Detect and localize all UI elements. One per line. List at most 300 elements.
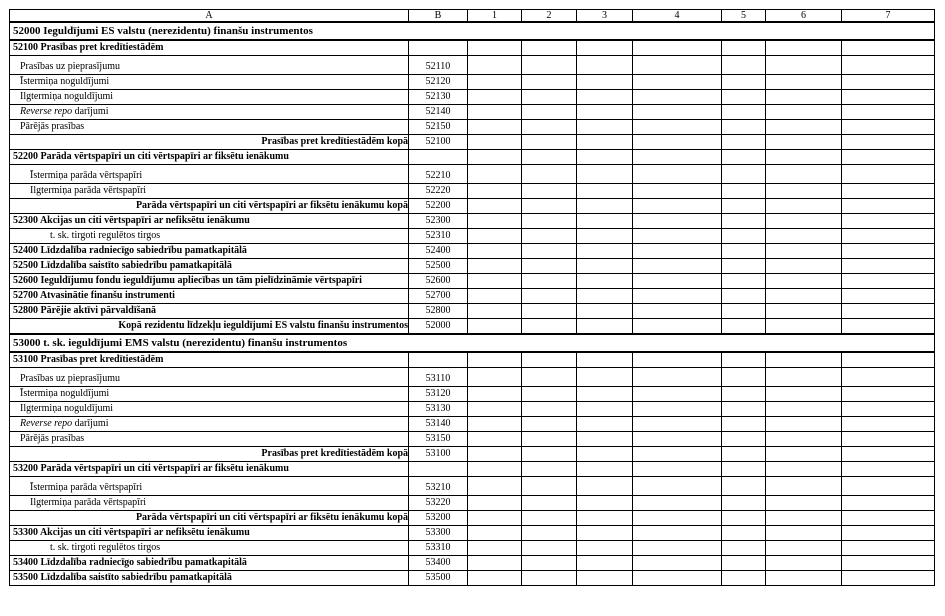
row-label: 53300 Akcijas un citi vērtspapīri ar nefiksētu ienākumu [10,526,409,541]
value-cell-col-3[interactable] [577,462,633,477]
value-cell-col-2[interactable] [522,462,577,477]
value-cell-col-3[interactable] [577,496,633,511]
row-code: 52130 [409,90,468,105]
value-cell-col-7[interactable] [842,289,935,304]
value-cell-col-1[interactable] [468,541,522,556]
value-cell-col-7[interactable] [842,120,935,135]
value-cell-col-3[interactable] [577,56,633,75]
value-cell-col-4[interactable] [633,75,722,90]
value-cell-col-7[interactable] [842,319,935,335]
row-label: Prasības uz pieprasījumu [10,56,409,75]
value-cell-col-1[interactable] [468,259,522,274]
value-cell-col-5[interactable] [722,199,766,214]
value-cell-col-1[interactable] [468,56,522,75]
table-row [10,402,935,417]
table-row [10,477,935,496]
value-cell-col-7[interactable] [842,417,935,432]
value-cell-col-4[interactable] [633,447,722,462]
value-cell-col-7[interactable] [842,184,935,199]
row-code: 52220 [409,184,468,199]
value-cell-col-3[interactable] [577,368,633,387]
row-code: 53120 [409,387,468,402]
value-cell-col-3[interactable] [577,304,633,319]
value-cell-col-4[interactable] [633,150,722,165]
row-label: Prasības pret kredītiestādēm kopā [10,135,409,150]
value-cell-col-3[interactable] [577,477,633,496]
value-cell-col-1[interactable] [468,417,522,432]
value-cell-col-1[interactable] [468,135,522,150]
value-cell-col-6[interactable] [766,120,842,135]
value-cell-col-4[interactable] [633,477,722,496]
value-cell-col-2[interactable] [522,274,577,289]
column-header-5: 5 [722,10,766,23]
value-cell-col-6[interactable] [766,571,842,586]
value-cell-col-1[interactable] [468,120,522,135]
row-code: 52800 [409,304,468,319]
value-cell-col-3[interactable] [577,229,633,244]
value-cell-col-6[interactable] [766,432,842,447]
row-code: 53300 [409,526,468,541]
value-cell-col-1[interactable] [468,304,522,319]
value-cell-col-6[interactable] [766,511,842,526]
row-label: 52500 Līdzdalība saistīto sabiedrību pamatkapitālā [10,259,409,274]
value-cell-col-2[interactable] [522,319,577,335]
row-code: 53130 [409,402,468,417]
section-title: 53000 t. sk. ieguldījumi EMS valstu (nerezidentu) finanšu instrumentos [10,334,935,352]
value-cell-col-7[interactable] [842,541,935,556]
value-cell-col-2[interactable] [522,229,577,244]
value-cell-col-1[interactable] [468,40,522,56]
value-cell-col-5[interactable] [722,496,766,511]
value-cell-col-7[interactable] [842,304,935,319]
value-cell-col-3[interactable] [577,447,633,462]
row-label: 53500 Līdzdalība saistīto sabiedrību pamatkapitālā [10,571,409,586]
value-cell-col-7[interactable] [842,135,935,150]
table-row [10,571,935,586]
table-row [10,259,935,274]
value-cell-col-5[interactable] [722,304,766,319]
row-code: 53500 [409,571,468,586]
value-cell-col-6[interactable] [766,259,842,274]
value-cell-col-5[interactable] [722,289,766,304]
value-cell-col-7[interactable] [842,496,935,511]
value-cell-col-1[interactable] [468,462,522,477]
value-cell-col-2[interactable] [522,447,577,462]
value-cell-col-6[interactable] [766,56,842,75]
value-cell-col-3[interactable] [577,105,633,120]
value-cell-col-2[interactable] [522,289,577,304]
value-cell-col-5[interactable] [722,274,766,289]
value-cell-col-2[interactable] [522,496,577,511]
value-cell-col-2[interactable] [522,214,577,229]
row-label [10,105,409,120]
value-cell-col-4[interactable] [633,90,722,105]
value-cell-col-5[interactable] [722,105,766,120]
value-cell-col-6[interactable] [766,105,842,120]
value-cell-col-6[interactable] [766,150,842,165]
value-cell-col-2[interactable] [522,75,577,90]
value-cell-col-4[interactable] [633,319,722,335]
value-cell-col-7[interactable] [842,368,935,387]
value-cell-col-7[interactable] [842,214,935,229]
value-cell-col-2[interactable] [522,511,577,526]
value-cell-col-5[interactable] [722,447,766,462]
value-cell-col-1[interactable] [468,214,522,229]
value-cell-col-4[interactable] [633,289,722,304]
row-label: Īstermiņa noguldījumi [10,387,409,402]
value-cell-col-4[interactable] [633,387,722,402]
value-cell-col-4[interactable] [633,526,722,541]
value-cell-col-5[interactable] [722,120,766,135]
value-cell-col-7[interactable] [842,56,935,75]
value-cell-col-1[interactable] [468,199,522,214]
row-label-italic: Reverse repo [20,106,73,117]
row-label [10,417,409,432]
value-cell-col-2[interactable] [522,259,577,274]
value-cell-col-4[interactable] [633,571,722,586]
value-cell-col-7[interactable] [842,556,935,571]
value-cell-col-6[interactable] [766,417,842,432]
value-cell-col-7[interactable] [842,526,935,541]
value-cell-col-5[interactable] [722,352,766,368]
value-cell-col-1[interactable] [468,75,522,90]
value-cell-col-5[interactable] [722,477,766,496]
value-cell-col-4[interactable] [633,274,722,289]
value-cell-col-7[interactable] [842,432,935,447]
value-cell-col-3[interactable] [577,199,633,214]
value-cell-col-7[interactable] [842,244,935,259]
table-row [10,120,935,135]
value-cell-col-1[interactable] [468,387,522,402]
value-cell-col-4[interactable] [633,259,722,274]
value-cell-col-6[interactable] [766,496,842,511]
value-cell-col-7[interactable] [842,447,935,462]
value-cell-col-1[interactable] [468,274,522,289]
value-cell-col-2[interactable] [522,56,577,75]
table-row [10,352,935,368]
table-row [10,556,935,571]
value-cell-col-1[interactable] [468,447,522,462]
value-cell-col-2[interactable] [522,402,577,417]
value-cell-col-5[interactable] [722,150,766,165]
column-header-7: 7 [842,10,935,23]
value-cell-col-2[interactable] [522,387,577,402]
value-cell-col-6[interactable] [766,135,842,150]
value-cell-col-6[interactable] [766,462,842,477]
value-cell-col-5[interactable] [722,56,766,75]
value-cell-col-4[interactable] [633,417,722,432]
column-header-1: 1 [468,10,522,23]
value-cell-col-2[interactable] [522,165,577,184]
value-cell-col-1[interactable] [468,402,522,417]
table-row [10,105,935,120]
value-cell-col-3[interactable] [577,352,633,368]
value-cell-col-1[interactable] [468,477,522,496]
value-cell-col-6[interactable] [766,289,842,304]
value-cell-col-6[interactable] [766,352,842,368]
value-cell-col-7[interactable] [842,274,935,289]
value-cell-col-3[interactable] [577,511,633,526]
value-cell-col-2[interactable] [522,90,577,105]
value-cell-col-1[interactable] [468,229,522,244]
row-label: Ilgtermiņa noguldījumi [10,402,409,417]
value-cell-col-1[interactable] [468,368,522,387]
column-header-b: B [409,10,468,23]
value-cell-col-1[interactable] [468,105,522,120]
row-label: Ilgtermiņa parāda vērtspapīri [10,496,409,511]
value-cell-col-3[interactable] [577,75,633,90]
row-code: 52140 [409,105,468,120]
value-cell-col-7[interactable] [842,105,935,120]
row-code: 53220 [409,496,468,511]
value-cell-col-5[interactable] [722,462,766,477]
value-cell-col-2[interactable] [522,526,577,541]
value-cell-col-4[interactable] [633,214,722,229]
value-cell-col-4[interactable] [633,40,722,56]
value-cell-col-4[interactable] [633,229,722,244]
column-header-6: 6 [766,10,842,23]
value-cell-col-5[interactable] [722,244,766,259]
value-cell-col-7[interactable] [842,402,935,417]
value-cell-col-2[interactable] [522,304,577,319]
value-cell-col-7[interactable] [842,40,935,56]
value-cell-col-4[interactable] [633,462,722,477]
table-row [10,304,935,319]
value-cell-col-1[interactable] [468,556,522,571]
value-cell-col-5[interactable] [722,556,766,571]
value-cell-col-2[interactable] [522,541,577,556]
row-code: 52210 [409,165,468,184]
value-cell-col-5[interactable] [722,387,766,402]
value-cell-col-1[interactable] [468,244,522,259]
row-label: Parāda vērtspapīri un citi vērtspapīri ar fiksētu ienākumu kopā [10,199,409,214]
value-cell-col-3[interactable] [577,214,633,229]
value-cell-col-7[interactable] [842,199,935,214]
value-cell-col-6[interactable] [766,199,842,214]
value-cell-col-1[interactable] [468,165,522,184]
value-cell-col-2[interactable] [522,244,577,259]
value-cell-col-4[interactable] [633,105,722,120]
value-cell-col-6[interactable] [766,477,842,496]
column-header-4: 4 [633,10,722,23]
value-cell-col-4[interactable] [633,120,722,135]
value-cell-col-1[interactable] [468,511,522,526]
value-cell-col-5[interactable] [722,135,766,150]
value-cell-col-2[interactable] [522,556,577,571]
value-cell-col-2[interactable] [522,199,577,214]
value-cell-col-7[interactable] [842,571,935,586]
value-cell-col-2[interactable] [522,571,577,586]
value-cell-col-5[interactable] [722,229,766,244]
value-cell-col-6[interactable] [766,90,842,105]
value-cell-col-4[interactable] [633,304,722,319]
row-code: 52000 [409,319,468,335]
value-cell-col-1[interactable] [468,90,522,105]
value-cell-col-4[interactable] [633,56,722,75]
value-cell-col-5[interactable] [722,417,766,432]
value-cell-col-4[interactable] [633,432,722,447]
row-label: Pārējās prasības [10,432,409,447]
value-cell-col-3[interactable] [577,402,633,417]
value-cell-col-2[interactable] [522,417,577,432]
value-cell-col-4[interactable] [633,511,722,526]
value-cell-col-4[interactable] [633,402,722,417]
value-cell-col-4[interactable] [633,352,722,368]
row-label: 53200 Parāda vērtspapīri un citi vērtspapīri ar fiksētu ienākumu [10,462,409,477]
column-header-row [10,10,935,23]
value-cell-col-3[interactable] [577,244,633,259]
value-cell-col-5[interactable] [722,368,766,387]
value-cell-col-2[interactable] [522,40,577,56]
table-row [10,432,935,447]
value-cell-col-5[interactable] [722,526,766,541]
value-cell-col-2[interactable] [522,150,577,165]
value-cell-col-3[interactable] [577,526,633,541]
value-cell-col-4[interactable] [633,184,722,199]
value-cell-col-5[interactable] [722,40,766,56]
value-cell-col-7[interactable] [842,165,935,184]
value-cell-col-4[interactable] [633,199,722,214]
value-cell-col-7[interactable] [842,259,935,274]
value-cell-col-3[interactable] [577,135,633,150]
value-cell-col-6[interactable] [766,165,842,184]
value-cell-col-3[interactable] [577,120,633,135]
value-cell-col-3[interactable] [577,541,633,556]
row-code: 52700 [409,289,468,304]
value-cell-col-3[interactable] [577,184,633,199]
row-code [409,462,468,477]
value-cell-col-6[interactable] [766,402,842,417]
value-cell-col-4[interactable] [633,541,722,556]
value-cell-col-6[interactable] [766,214,842,229]
value-cell-col-3[interactable] [577,417,633,432]
value-cell-col-5[interactable] [722,432,766,447]
table-row [10,447,935,462]
value-cell-col-4[interactable] [633,556,722,571]
value-cell-col-7[interactable] [842,511,935,526]
value-cell-col-3[interactable] [577,165,633,184]
value-cell-col-5[interactable] [722,402,766,417]
value-cell-col-6[interactable] [766,75,842,90]
row-code: 52120 [409,75,468,90]
row-label: Kopā rezidentu līdzekļu ieguldījumi ES valstu finanšu instrumentos [10,319,409,335]
value-cell-col-6[interactable] [766,319,842,335]
value-cell-col-2[interactable] [522,432,577,447]
value-cell-col-6[interactable] [766,526,842,541]
value-cell-col-1[interactable] [468,526,522,541]
value-cell-col-1[interactable] [468,319,522,335]
value-cell-col-7[interactable] [842,477,935,496]
value-cell-col-6[interactable] [766,274,842,289]
value-cell-col-1[interactable] [468,496,522,511]
value-cell-col-5[interactable] [722,319,766,335]
value-cell-col-6[interactable] [766,447,842,462]
table-row [10,496,935,511]
value-cell-col-7[interactable] [842,462,935,477]
value-cell-col-3[interactable] [577,289,633,304]
value-cell-col-6[interactable] [766,541,842,556]
row-label: Ilgtermiņa parāda vērtspapīri [10,184,409,199]
table-row [10,511,935,526]
value-cell-col-5[interactable] [722,165,766,184]
value-cell-col-6[interactable] [766,304,842,319]
value-cell-col-5[interactable] [722,90,766,105]
value-cell-col-3[interactable] [577,274,633,289]
value-cell-col-3[interactable] [577,387,633,402]
value-cell-col-7[interactable] [842,352,935,368]
value-cell-col-6[interactable] [766,40,842,56]
row-label: 52600 Ieguldījumu fondu ieguldījumu apliecības un tām pielīdzināmie vērtspapīri [10,274,409,289]
table-row [10,541,935,556]
value-cell-col-7[interactable] [842,229,935,244]
value-cell-col-4[interactable] [633,496,722,511]
value-cell-col-3[interactable] [577,259,633,274]
value-cell-col-5[interactable] [722,541,766,556]
value-cell-col-6[interactable] [766,184,842,199]
row-code: 53100 [409,447,468,462]
value-cell-col-5[interactable] [722,571,766,586]
value-cell-col-3[interactable] [577,150,633,165]
value-cell-col-5[interactable] [722,511,766,526]
table-row [10,462,935,477]
value-cell-col-7[interactable] [842,90,935,105]
row-code: 53310 [409,541,468,556]
value-cell-col-5[interactable] [722,75,766,90]
value-cell-col-6[interactable] [766,387,842,402]
value-cell-col-3[interactable] [577,319,633,335]
row-code: 52500 [409,259,468,274]
value-cell-col-6[interactable] [766,229,842,244]
row-code: 53200 [409,511,468,526]
value-cell-col-7[interactable] [842,150,935,165]
value-cell-col-2[interactable] [522,184,577,199]
value-cell-col-2[interactable] [522,352,577,368]
value-cell-col-5[interactable] [722,259,766,274]
value-cell-col-6[interactable] [766,368,842,387]
row-code: 52150 [409,120,468,135]
value-cell-col-2[interactable] [522,477,577,496]
value-cell-col-7[interactable] [842,75,935,90]
value-cell-col-3[interactable] [577,432,633,447]
value-cell-col-2[interactable] [522,135,577,150]
row-code: 52200 [409,199,468,214]
value-cell-col-1[interactable] [468,571,522,586]
value-cell-col-1[interactable] [468,150,522,165]
value-cell-col-1[interactable] [468,184,522,199]
value-cell-col-3[interactable] [577,90,633,105]
table-row [10,417,935,432]
value-cell-col-4[interactable] [633,135,722,150]
value-cell-col-2[interactable] [522,105,577,120]
value-cell-col-1[interactable] [468,352,522,368]
value-cell-col-1[interactable] [468,432,522,447]
value-cell-col-2[interactable] [522,368,577,387]
value-cell-col-4[interactable] [633,368,722,387]
value-cell-col-5[interactable] [722,214,766,229]
row-label: 52700 Atvasinātie finanšu instrumenti [10,289,409,304]
value-cell-col-6[interactable] [766,244,842,259]
value-cell-col-5[interactable] [722,184,766,199]
value-cell-col-3[interactable] [577,571,633,586]
value-cell-col-4[interactable] [633,244,722,259]
value-cell-col-1[interactable] [468,289,522,304]
value-cell-col-6[interactable] [766,556,842,571]
value-cell-col-7[interactable] [842,387,935,402]
value-cell-col-3[interactable] [577,40,633,56]
value-cell-col-2[interactable] [522,120,577,135]
value-cell-col-3[interactable] [577,556,633,571]
value-cell-col-4[interactable] [633,165,722,184]
